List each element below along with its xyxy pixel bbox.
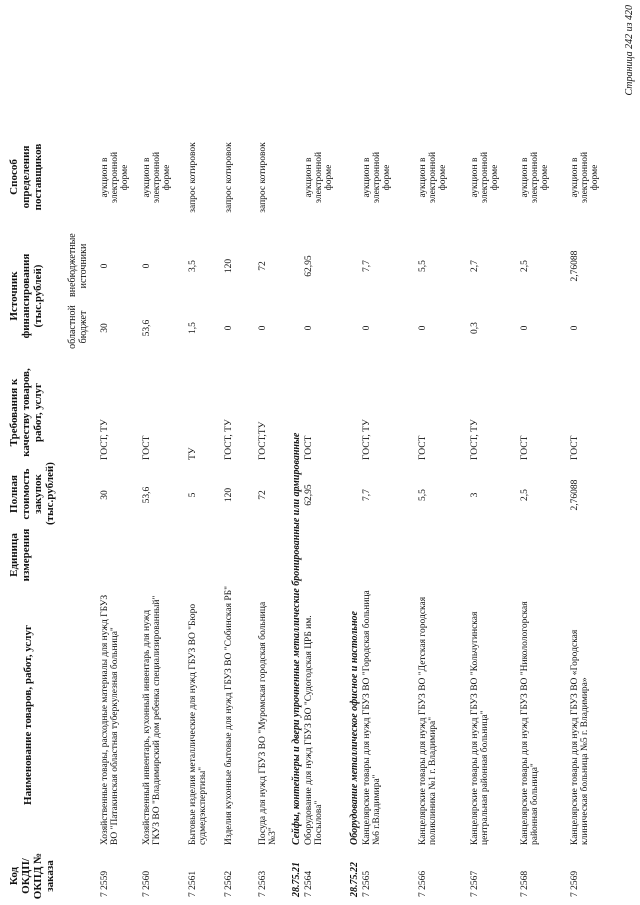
row-name: Канцелярские товары для нужд ГБУЗ ВО "Детская городская поликлиника №1 г. Владимира" [418,596,438,845]
header-code: Код ОКДП/ ОКПД № заказа [8,852,56,900]
row-cost: 2,76088 [570,479,580,511]
row-requirements: ГОСТ [142,435,152,460]
row-method: запрос котировок [258,142,268,213]
header-funding-regional: областной бюджет [67,305,89,349]
row-cost: 30 [100,490,110,500]
row-extra: 5,5 [418,260,428,272]
row-requirements: ГОСТ [418,435,428,460]
row-name: Хозяйственный инвентарь, кухонный инвентарь для нужд ГКУЗ ВО "Владимирский дом ребенка специализированный" [142,595,162,845]
row-extra: 120 [224,258,234,274]
row-regional: 0 [224,325,234,331]
row-cost: 62,95 [304,484,314,506]
row-method: аукцион в электронной форме [304,151,334,204]
row-method: аукцион в электронной форме [570,151,600,204]
row-cost: 72 [258,490,268,500]
row-regional: 30 [100,323,110,333]
row-name: Посуда для нужд ГБУЗ ВО "Муромская городская больница №3" [258,601,278,845]
row-cost: 53,6 [142,486,152,504]
section-name: Оборудование металлическое офисное и настольное [349,611,360,845]
row-method: аукцион в электронной форме [418,151,448,204]
header-method: Способ определения поставщиков [8,143,44,211]
row-cost: 2,5 [520,489,530,501]
row-regional: 0,3 [470,322,480,334]
row-name: Хозяйственные товары, расходные материалы для нужд ГБУЗ ВО "Патакинская областная туберкулезная больница" [100,594,120,845]
row-method: аукцион в электронной форме [470,151,500,204]
row-regional: 0 [304,325,314,331]
header-requirements: Требования к качеству товаров, работ, услуг [8,368,44,457]
header-funding-extra: внебюджетные источники [67,233,89,297]
header-name: Наименование товаров, работ, услуг [22,625,34,805]
header-funding: Источник финансирования (тыс.рублей) [8,253,44,339]
row-requirements: ГОСТ, ТУ [224,419,234,460]
row-requirements: ГОСТ, ТУ [362,419,372,460]
page-number: Страница 242 из 420 [624,5,635,96]
row-code: 7 2559 [100,870,110,897]
row-code: 7 2566 [418,870,428,897]
row-method: аукцион в электронной форме [362,151,392,204]
row-cost: 3 [470,492,480,498]
section-code: 28.75.21 [291,862,302,897]
row-name: Изделия кухонные бытовые для нужд ГБУЗ ВО "Собинская РБ" [224,586,234,845]
row-code: 7 2567 [470,870,480,897]
header-cost: Полная стоимость закупок (тыс.рублей) [8,462,56,525]
row-method: аукцион в электронной форме [142,151,172,204]
row-regional: 0 [570,325,580,331]
row-code: 7 2561 [188,870,198,897]
row-method: аукцион в электронной форме [520,151,550,204]
row-requirements: ГОСТ,ТУ [258,421,268,460]
row-extra: 2,5 [520,260,530,272]
row-requirements: ГОСТ, ТУ [100,419,110,460]
row-name: Оборудование для нужд ГБУЗ ВО "Судогодская ЦРБ им. Посылова" [304,615,324,845]
row-code: 7 2560 [142,870,152,897]
row-name: Бытовые изделия металлические для нужд ГБУЗ ВО "Бюро судмедэкспертизы" [188,603,208,845]
row-name: Канцелярские товары для нужд ГБУЗ ВО "Николологорская районная больница" [520,601,540,845]
row-extra: 2,7 [470,260,480,272]
row-regional: 0 [520,325,530,331]
section-name: Сейфы, контейнеры и двери упрочненные металлические бронированные или армированные [291,432,302,845]
row-code: 7 2562 [224,870,234,897]
row-method: запрос котировок [188,142,198,213]
row-method: аукцион в электронной форме [100,151,130,204]
row-regional: 1,5 [188,322,198,334]
row-name: Канцелярские товары для нужд ГБУЗ ВО "Кольчугинская центральная районная больница" [470,611,490,845]
row-extra: 72 [258,261,268,271]
row-extra: 62,95 [304,255,314,277]
row-regional: 0 [418,325,428,331]
row-code: 7 2565 [362,870,372,897]
row-cost: 7,7 [362,489,372,501]
row-regional: 0 [258,325,268,331]
row-code: 7 2569 [570,870,580,897]
row-requirements: ГОСТ, ТУ [470,419,480,460]
row-cost: 5,5 [418,489,428,501]
row-cost: 5 [188,492,198,498]
row-name: Канцелярские товары для нужд ГБУЗ ВО "Городская больница №6 г.Владимира" [362,590,382,845]
row-extra: 2,76088 [570,250,580,282]
row-extra: 7,7 [362,260,372,272]
row-name: Канцелярские товары для нужд ГБУЗ ВО «Городская клиническая больница №5 г. Владимира» [570,629,590,845]
row-code: 7 2563 [258,870,268,897]
row-extra: 0 [142,263,152,269]
row-extra: 3,5 [188,260,198,272]
section-code: 28.75.22 [349,862,360,897]
row-code: 7 2568 [520,870,530,897]
row-extra: 0 [100,263,110,269]
row-requirements: ГОСТ [304,435,314,460]
row-regional: 0 [362,325,372,331]
row-code: 7 2564 [304,870,314,897]
row-cost: 120 [224,487,234,503]
row-requirements: ГОСТ [520,435,530,460]
row-requirements: ТУ [188,447,198,460]
header-unit: Единица измерения [8,528,32,582]
row-requirements: ГОСТ [570,435,580,460]
row-method: запрос котировок [224,142,234,213]
row-regional: 53,6 [142,319,152,337]
